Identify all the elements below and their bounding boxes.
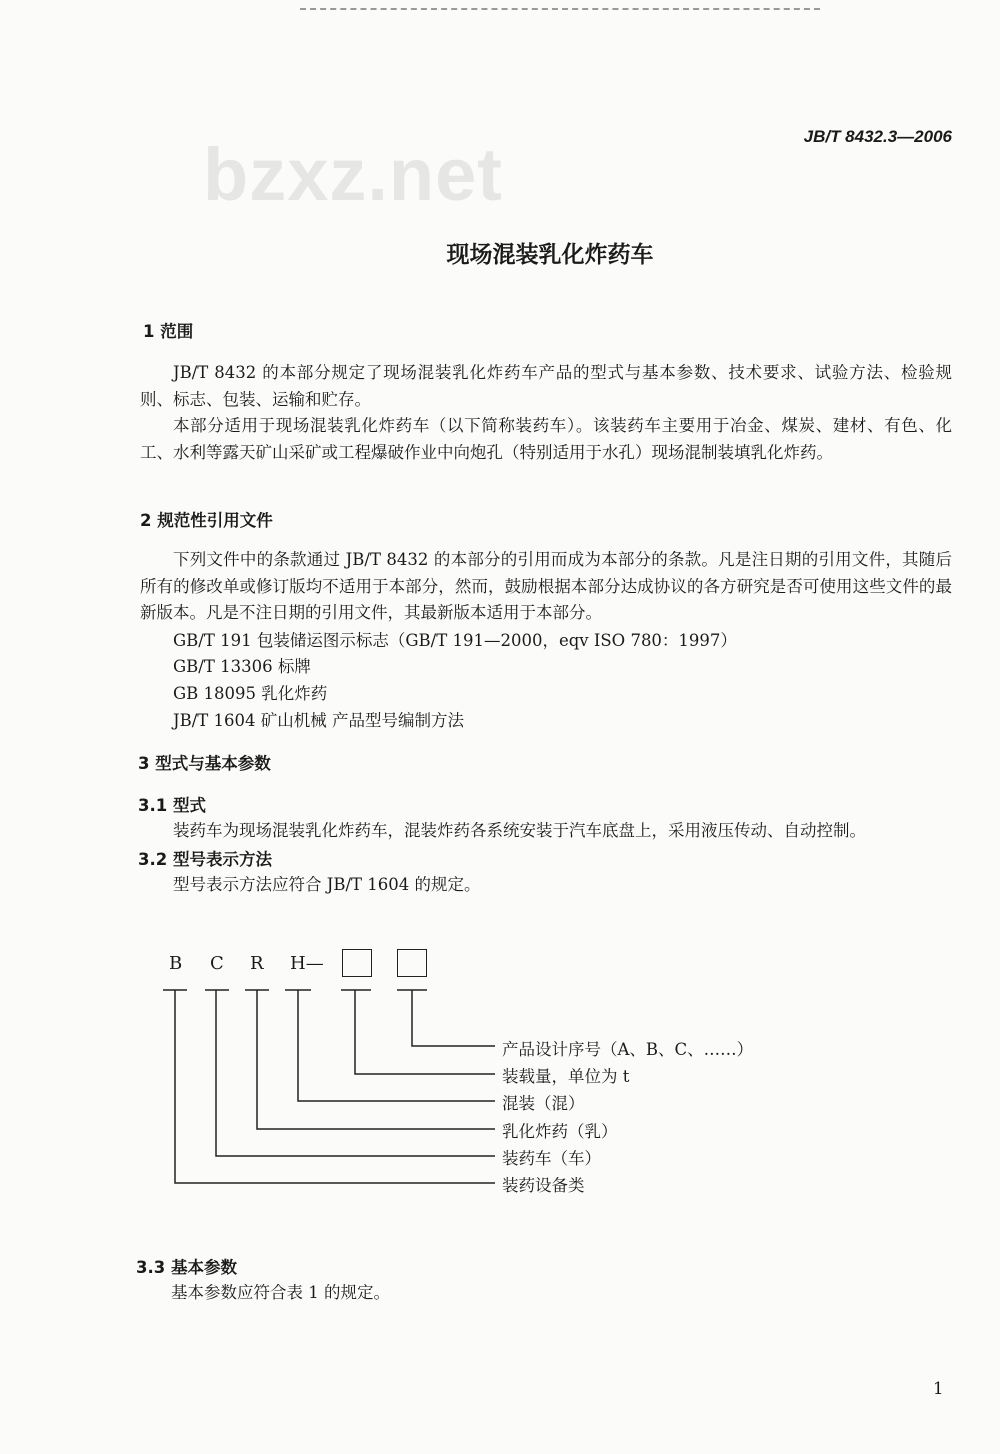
reference-item: GB/T 191 包装储运图示标志（GB/T 191—2000，eqv ISO 780：1997） <box>173 631 737 650</box>
code-letter-r: R <box>250 953 264 974</box>
label-equipment-class: 装药设备类 <box>502 1176 585 1195</box>
section-3-heading: 3 型式与基本参数 <box>138 754 271 773</box>
code-letter-c: C <box>210 953 224 974</box>
section-3-1-text: 装药车为现场混装乳化炸药车，混装炸药各系统安装于汽车底盘上，采用液压传动、自动控制。 <box>173 821 866 840</box>
reference-item: GB 18095 乳化炸药 <box>173 684 328 703</box>
label-design-serial: 产品设计序号（A、B、C、……） <box>502 1040 754 1059</box>
section-1-para-1: JB/T 8432 的本部分规定了现场混装乳化炸药车产品的型式与基本参数、技术要求、试验方法、检验规则、标志、包装、运输和贮存。 <box>140 363 952 409</box>
code-letter-b: B <box>169 953 183 974</box>
section-3-3-heading: 3.3 基本参数 <box>136 1258 237 1277</box>
standard-number: JB/T 8432.3—2006 <box>803 127 952 146</box>
section-2-para: 下列文件中的条款通过 JB/T 8432 的本部分的引用而成为本部分的条款。凡是注日期的引用文件，其随后所有的修改单或修订版均不适用于本部分，然而，鼓励根据本部分达成协议的各方研究是否可使用这些文件的最新版本。凡是不注日期的引用文件，其最新版本适用于本部分。 <box>140 550 952 622</box>
section-3-2-heading: 3.2 型号表示方法 <box>138 850 272 869</box>
code-letter-h: H— <box>290 953 324 974</box>
label-capacity: 装载量，单位为 t <box>502 1067 630 1086</box>
section-3-1-heading: 3.1 型式 <box>138 796 206 815</box>
page-title: 现场混装乳化炸药车 <box>446 242 654 268</box>
section-1-para-2: 本部分适用于现场混装乳化炸药车（以下简称装药车）。该装药车主要用于冶金、煤炭、建材、有色、化工、水利等露天矿山采矿或工程爆破作业中向炮孔（特别适用于水孔）现场混制装填乳化炸药。 <box>140 416 952 462</box>
reference-item: JB/T 1604 矿山机械 产品型号编制方法 <box>173 711 465 730</box>
page-number: 1 <box>933 1379 944 1398</box>
label-emulsion: 乳化炸药（乳） <box>502 1122 618 1141</box>
section-3-3-text: 基本参数应符合表 1 的规定。 <box>171 1283 390 1302</box>
label-vehicle: 装药车（车） <box>502 1149 601 1168</box>
reference-item: GB/T 13306 标牌 <box>173 657 311 676</box>
section-3-2-text: 型号表示方法应符合 JB/T 1604 的规定。 <box>173 875 481 894</box>
watermark: bzxz.net <box>203 133 503 216</box>
label-mixed: 混装（混） <box>502 1094 585 1113</box>
section-1-heading: 1 范围 <box>143 322 194 341</box>
section-2-heading: 2 规范性引用文件 <box>140 511 273 530</box>
